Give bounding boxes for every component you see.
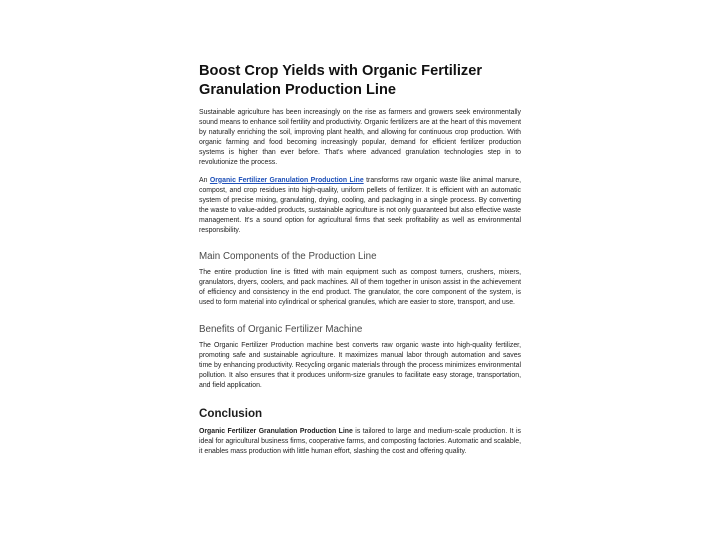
intro-paragraph: Sustainable agriculture has been increasingly on the rise as farmers and growers seek environmentally sound means to enhance soil fertility and productivity. Organic fertilizers are at the heart of this movement by naturally enriching the soil, improving plant health, and allowing for continuous crop production. With organic farming and food becoming increasingly popular, demand for efficient fertilizer production systems is higher than ever before. That's where advanced granulation technologies step in to revolutionize the process.	[199, 109, 521, 167]
production-line-link[interactable]: Organic Fertilizer Granulation Production Line	[209, 176, 364, 184]
page-title: Boost Crop Yields with Organic Fertilizer Granulation Production Line	[199, 63, 483, 98]
document-page	[199, 62, 521, 464]
components-paragraph: The entire production line is fitted with main equipment such as compost turners, crushers, mixers, granulators, dryers, coolers, and pack machines. All of them together in unison assist in the achievement of efficiency and consistency in the end product. The granulator, the core component of the system, is used to form material into cylindrical or spherical granules, which are easier to store, transport, and use.	[199, 269, 521, 307]
section-heading-components: Main Components of the Production Line	[199, 251, 377, 263]
production-line-paragraph	[199, 176, 521, 237]
conclusion-paragraph	[199, 427, 521, 457]
section-heading-conclusion: Conclusion	[199, 406, 263, 420]
conclusion-body: is tailored to large and medium-scale production. It is ideal for agricultural business firms, cooperative farms, and composting factories. Automatic and scalable, it enables mass production with little human effort, slashing the cost and offering quality.	[199, 427, 521, 456]
conclusion-bold-lead: Organic Fertilizer Granulation Production Line	[199, 427, 353, 435]
paragraph-lead: An	[199, 176, 208, 184]
benefits-paragraph: The Organic Fertilizer Production machine best converts raw organic waste into high-quality fertilizer, promoting safe and sustainable agriculture. It maximizes manual labor through automation and saves time by enhancing productivity. Recycling organic materials through the process minimizes environmental pollution. It also ensures that it produces uniform-size granules to facilitate easy storage, transportation, and field application.	[199, 341, 521, 389]
section-heading-benefits: Benefits of Organic Fertilizer Machine	[199, 323, 363, 335]
paragraph-body: transforms raw organic waste like animal manure, compost, and crop residues into high-quality, uniform pellets of fertilizer. It is efficient with an automatic system of precise mixing, granulating, drying, cooling, and packaging in a single process. By converting the waste to value-added products, sustainable agriculture is not only guaranteed but also effective waste management. It's a sound option for agricultural firms that seek profitability as well as environmental responsibility.	[199, 176, 521, 235]
